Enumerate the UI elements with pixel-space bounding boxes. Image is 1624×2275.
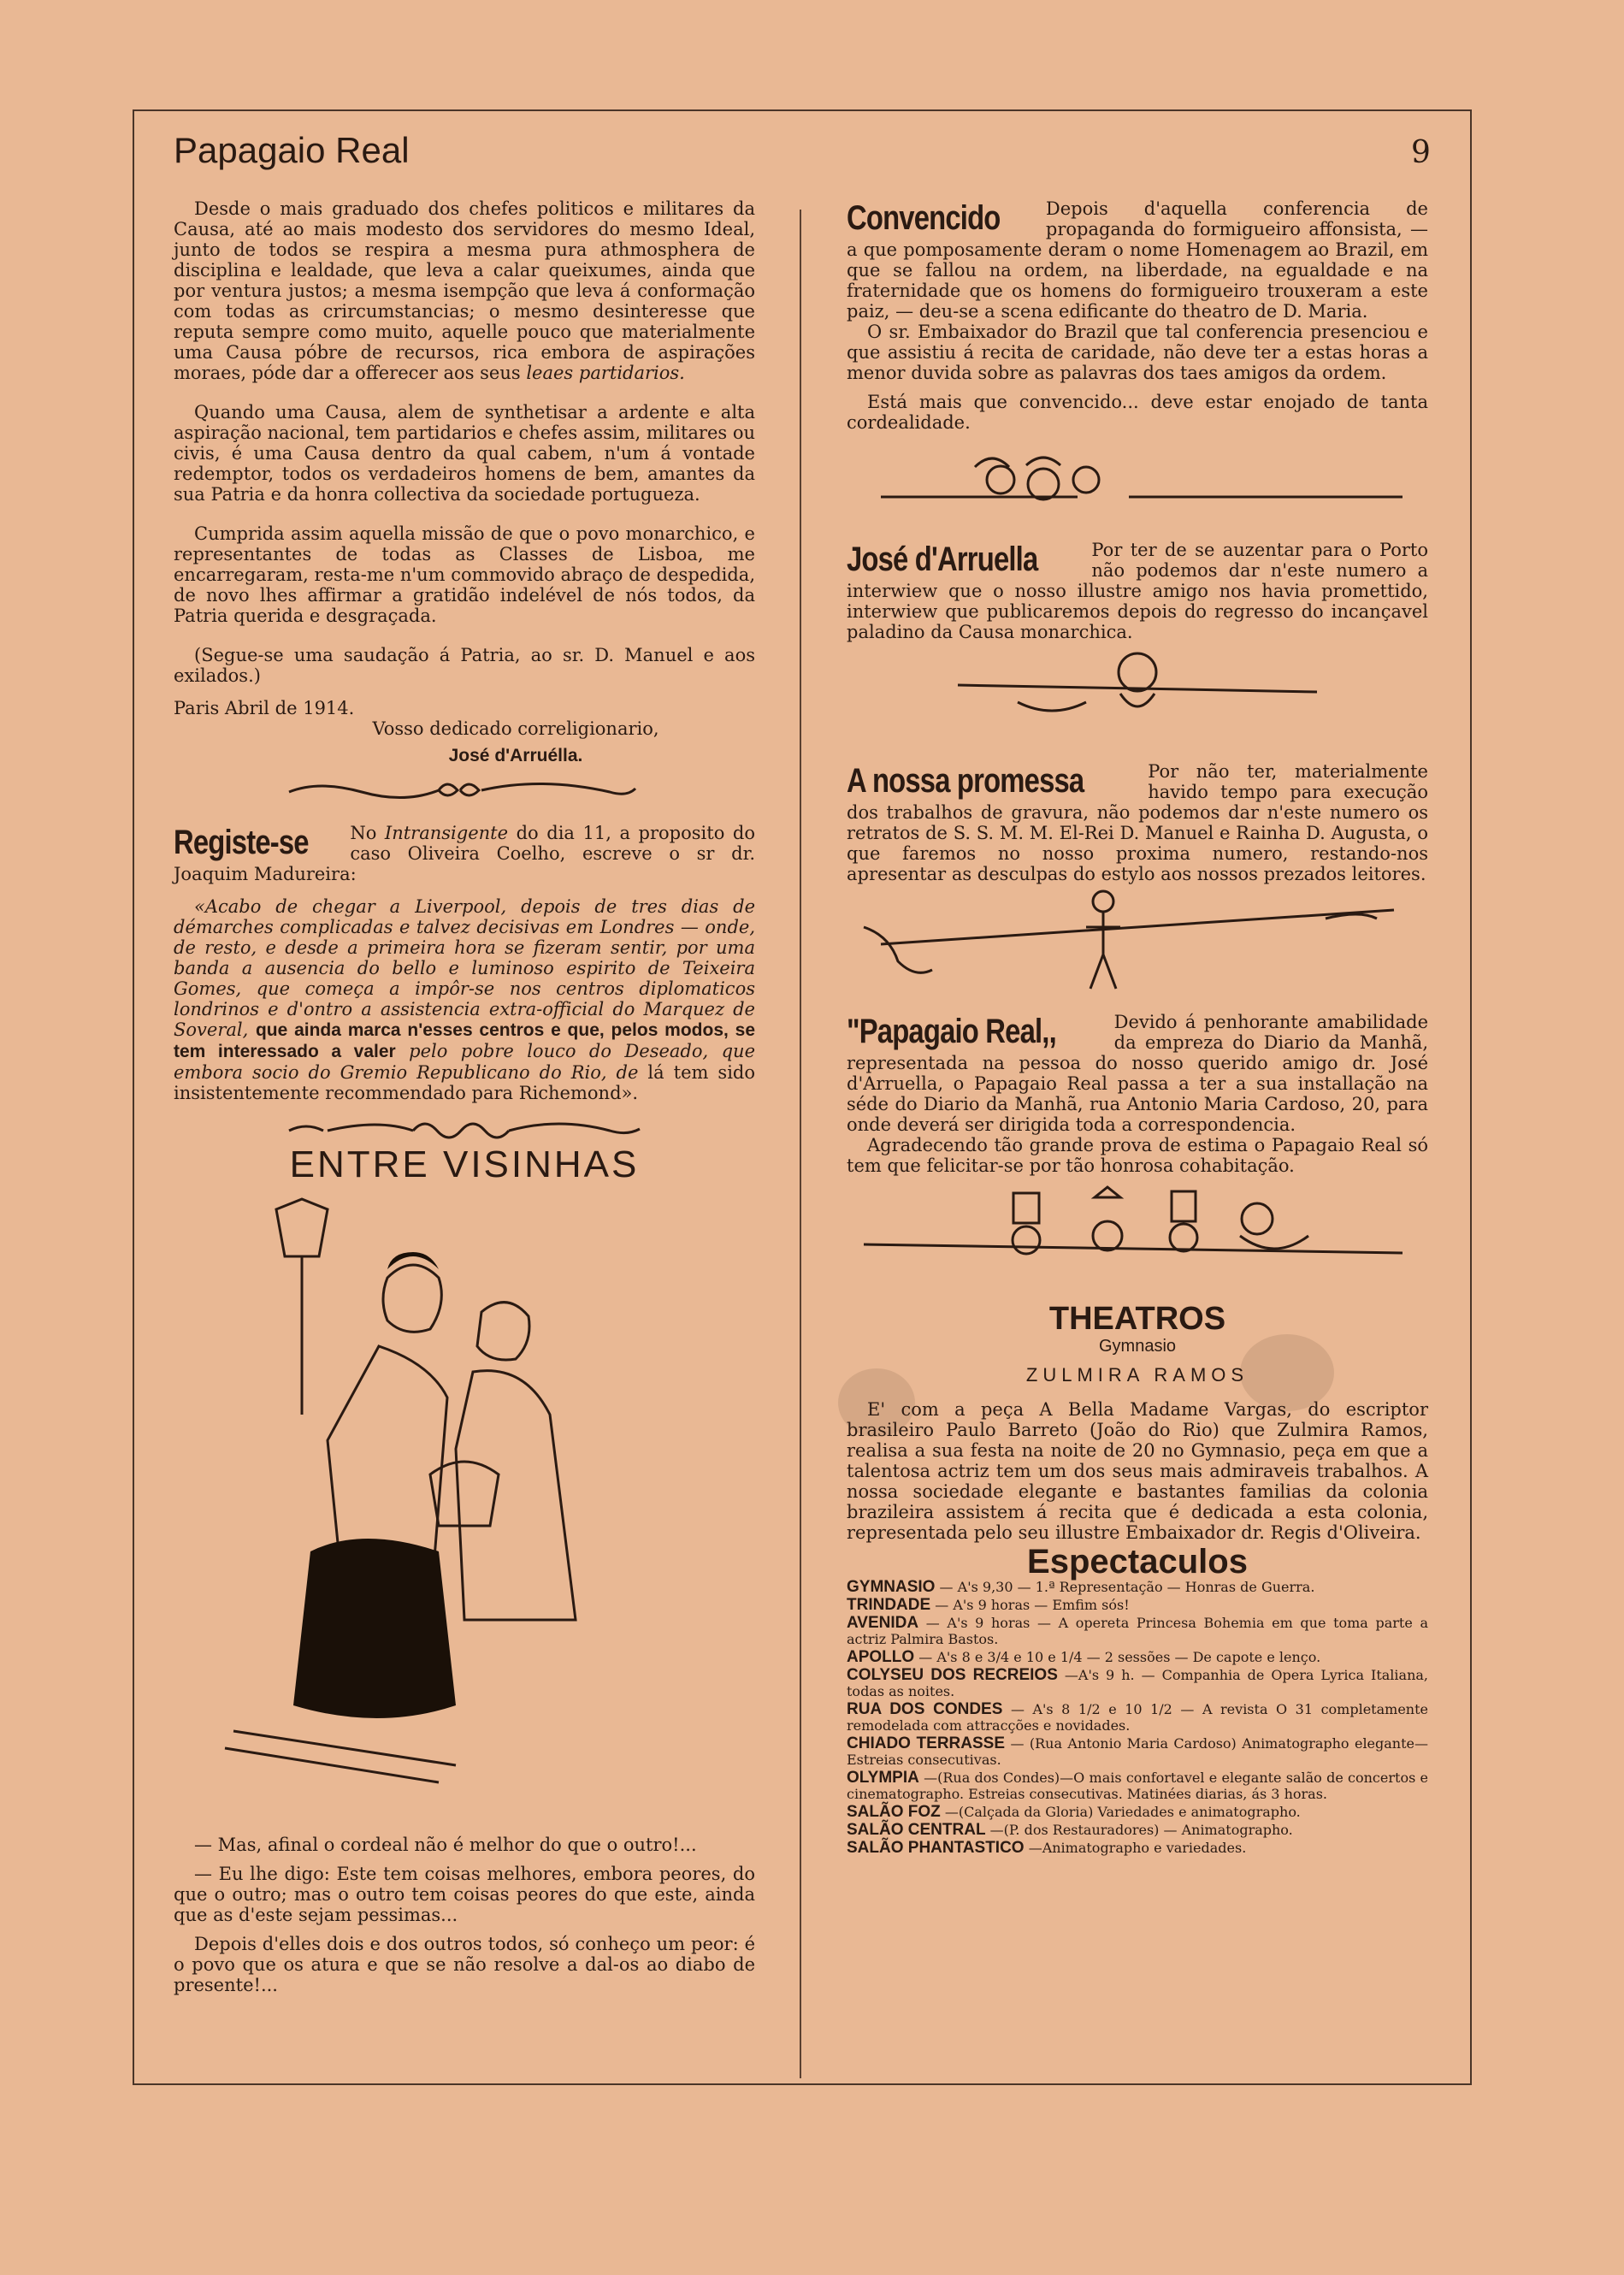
list-item: SALÃO FOZ —(Calçada da Gloria) Variedades e animatographo. — [847, 1803, 1301, 1821]
theatros-heading: THEATROS — [1048, 1301, 1226, 1337]
signature: José d'Arruélla. — [448, 746, 583, 765]
artist-name: ZULMIRA RAMOS — [1025, 1364, 1249, 1386]
venue-label: Gymnasio — [1098, 1337, 1177, 1356]
papagaio-section: "Papagaio Real,, Devido á penhorante amabilidade da empreza do Diario da Manhã, representada na pessoa do nosso querido amigo dr. José d'Arruella, o Papagaio Real passa a ter a sua installação na séde do Diario da Manhã, rua Antonio Maria Cardoso, 20, para onde deverá ser dirigida toda a correspondencia. Agradecendo tão grande prova de estima o Papagaio Real só tem que felicitar-se por tão honrosa cohabitação. — [847, 1012, 1428, 1176]
cartoon-tightrope — [847, 884, 1428, 996]
runin-heading: Convencido — [847, 199, 1001, 237]
list-item: SALÃO CENTRAL —(P. dos Restauradores) — Animatographo. — [847, 1821, 1293, 1839]
list-item: RUA DOS CONDES — A's 8 1/2 e 10 1/2 — A revista O 31 completamente remodelada com attracções e novidades. — [847, 1700, 1428, 1734]
caricature-vignette — [847, 1185, 1428, 1287]
right-column — [847, 198, 1428, 1858]
dialogue-line: — Mas, afinal o cordeal não é melhor do que o outro!... — [194, 1835, 697, 1855]
promessa-section: A nossa promessa Por não ter, materialmente havido tempo para execução dos trabalhos de gravura, não podemos dar n'este numero os retratos de S. S. M. M. El-Rei D. Manuel e Rainha D. Augusta, o que faremos no nosso proxima numero, restando-nos apresentar as desculpas do estylo aos nossos prezados leitores. — [847, 761, 1428, 884]
page-title: Papagaio Real — [174, 130, 410, 170]
runin-heading: Registe-se — [174, 824, 309, 861]
runin-heading: "Papagaio Real,, — [847, 1013, 1056, 1050]
quote: «Acabo de chegar a Liverpool, depois de tres dias de démarches complicadas e talvez decisivas em Londres — onde, de resto, e desde a primeira hora se fizeram sentir, por uma banda a ausencia do bello e luminoso espirito de Teixeira Gomes, que começa a impôr-se nos centros diplomaticos londrinos e d'ontro a assistencia extra-official do Marquez de Soveral, que ainda marca n'esses centros e que, pelos modos, se tem interessado a valer pelo pobre louco do Deseado, que embora socio do Gremio Republicano do Rio, de lá tem sido insistentemente recommendado para Richemond». — [174, 896, 756, 1103]
runin-heading: A nossa promessa — [847, 762, 1084, 800]
paragraph: Cumprida assim aquella missão de que o povo monarchico, e representantes de todas as Classes de Lisboa, me encarregaram, resta-me n'um commovido abraço de despedida, de novo lhes affirmar a gratidão indelével de nós todos, da Patria querida e desgraçada. — [174, 523, 755, 626]
list-item: AVENIDA — A's 9 horas — A opereta Princesa Bohemia em que toma parte a actriz Palmira Bastos. — [847, 1614, 1428, 1647]
registe-se-section: Registe-se No Intransigente do dia 11, a proposito do caso Oliveira Coelho, escreve o sr dr. Joaquim Madureira: «Acabo de chegar a Liverpool, depois de tres dias de démarches complicadas e talvez decisivas em Londres — onde, de resto, e desde a primeira hora se fizeram sentir, por uma banda a ausencia do bello e luminoso espirito de Teixeira Gomes, que começa a impôr-se nos centros diplomaticos londrinos e d'ontro a assistencia extra-official do Marquez de Soveral, que ainda marca n'esses centros e que, pelos modos, se tem interessado a valer pelo pobre louco do Deseado, que embora socio do Gremio Republicano do Rio, de lá tem sido insistentemente recommendado para Richemond». — [174, 823, 756, 1103]
cartoon-title: ENTRE VISINHAS — [289, 1143, 640, 1185]
paragraph: E' com a peça A Bella Madame Vargas, do escriptor brasileiro Paulo Barreto (João do Rio) que Zulmira Ramos, realisa a sua festa na noite de 20 no Gymnasio, peça em que a talentosa actriz tem um dos seus mais admiraveis trabalhos. A nossa sociedade elegante e bastantes familias da colonia brazileira assistem á recita que é dedicada a esta colonia, representada pelo seu illustre Embaixador dr. Regis d'Oliveira. — [847, 1399, 1428, 1543]
arruella-section: José d'Arruella Por ter de se auzentar para o Porto não podemos dar n'este numero a interwiew que o nosso illustre amigo nos havia promettido, interwiew que publicaremos depois do regresso do incançavel paladino da Causa monarchica. — [847, 540, 1428, 642]
list-item: COLYSEU DOS RECREIOS —A's 9 h. — Companhia de Opera Lyrica Italiana, todas as noites. — [847, 1666, 1429, 1699]
left-column — [174, 198, 755, 2004]
paragraph: Quando uma Causa, alem de synthetisar a ardente e alta aspiração nacional, tem partidarios e chefes assim, militares ou civis, é uma Causa dentro da qual cabem, n'um á vontade redemptor, todos os verdadeiros homens de bem, amantes da sua Patria e da honra collectiva da sociedade portugueza. — [174, 402, 755, 505]
espectaculos-heading: Espectaculos — [1027, 1543, 1248, 1581]
list-item: OLYMPIA —(Rua dos Condes)—O mais confortavel e elegante salão de concertos e cinematographo. Estreias consecutivas. Matinées diarias, ás 3 horas. — [847, 1769, 1429, 1802]
ornament-divider — [285, 1112, 644, 1146]
cartoon-two-women — [174, 1184, 755, 1817]
closing: Vosso dedicado correligionario, — [372, 718, 659, 739]
list-item: TRINDADE — A's 9 horas — Emfim sós! — [847, 1596, 1130, 1614]
dialogue-line: Depois d'elles dois e dos outros todos, só conheço um peor: é o povo que os atura e que se não resolve a dal-os ao diabo de presente!... — [174, 1934, 755, 1995]
list-item: GYMNASIO — A's 9,30 — 1.ª Representação — Honras de Guerra. — [847, 1578, 1315, 1596]
caricature-vignette — [847, 642, 1428, 745]
espectaculos-list — [847, 1579, 1428, 1856]
convencido-section: Convencido Depois d'aquella conferencia de propaganda do formigueiro affonsista, — a que pomposamente deram o nome Homenagem ao Brazil, em que se fallou na ordem, na liberdade, na egualdade e na fraternidade que os homens do formigueiro trouxeram a este paiz, — deu-se a scena edificante do theatro de D. Maria. O sr. Embaixador do Brazil que tal conferencia presenciou e que assistiu á recita de caridade, não deve ter a estas horas a menor duvida sobre as palavras dos taes amigos da ordem. Está mais que convencido... deve estar enojado de tanta cordealidade. — [847, 198, 1428, 433]
paragraph: Está mais que convencido... deve estar enojado de tanta cordealidade. — [847, 392, 1428, 433]
ornament-divider — [285, 775, 644, 806]
paragraph: Agradecendo tão grande prova de estima o Papagaio Real só tem que felicitar-se por tão honrosa cohabitação. — [847, 1135, 1428, 1176]
page-number: 9 — [1411, 135, 1431, 170]
place-date: Paris Abril de 1914. — [174, 698, 355, 718]
paragraph: O sr. Embaixador do Brazil que tal conferencia presenciou e que assistiu á recita de caridade, não deve ter a estas horas a menor duvida sobre as palavras dos taes amigos da ordem. — [847, 322, 1428, 383]
list-item: CHIADO TERRASSE — (Rua Antonio Maria Cardoso) Animatographo elegante—Estreias consecutivas. — [847, 1734, 1429, 1768]
paragraph: Desde o mais graduado dos chefes politicos e militares da Causa, até ao mais modesto dos servidores do mesmo Ideal, junto de todos se respira a mesma pura athmosphera de disciplina e lealdade, que leva a calar queixumes, ainda que por ventura justos; a mesma isempção que leva á conformação com todas as crircumstancias; o mesmo desinteresse que reputa sempre como muito, aquelle pouco que materialmente uma Causa póbre de recursos, rica embora de aspirações moraes, póde dar a offerecer aos seus leaes partidarios. — [174, 198, 755, 383]
paragraph: (Segue-se uma saudação á Patria, ao sr. D. Manuel e aos exilados.) — [174, 645, 755, 686]
list-item: SALÃO PHANTASTICO —Animatographo e variedades. — [847, 1839, 1247, 1857]
caricature-vignette — [847, 441, 1428, 518]
column-divider — [800, 210, 801, 2078]
runin-heading: José d'Arruella — [847, 541, 1038, 578]
dialogue-line: — Eu lhe digo: Este tem coisas melhores, embora peores, do que o outro; mas o outro tem coisas peores do que este, ainda que as d'este sejam pessimas... — [174, 1864, 755, 1925]
list-item: APOLLO — A's 8 e 3/4 e 10 e 1/4 — 2 sessões — De capote e lenço. — [847, 1648, 1321, 1666]
